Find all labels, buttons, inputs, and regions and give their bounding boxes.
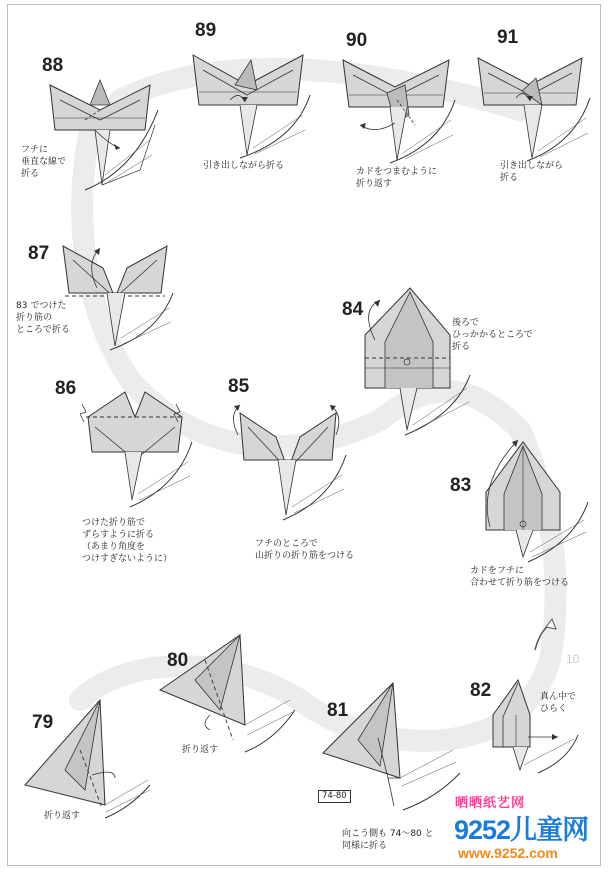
step-number: 81 — [327, 700, 349, 721]
step-86-caption: つけた折り筋で ずらすように折る （あまり角度を つけすぎないように） — [82, 518, 173, 564]
step-number: 80 — [167, 650, 189, 671]
watermark-url: www.9252.com — [458, 845, 558, 861]
step-91-caption: 引き出しながら 折る — [500, 161, 564, 183]
step-85-caption: フチのところで 山折りの折り筋をつける — [255, 539, 355, 561]
watermark-site-name: 晒晒纸艺网 — [455, 796, 526, 811]
step-80-diagram — [155, 630, 305, 755]
page-number: 10 — [566, 652, 580, 666]
step-90-caption: カドをつまむように 折り返す — [356, 167, 438, 189]
step-89-caption: 引き出しながら折る — [203, 161, 285, 171]
step-number: 83 — [450, 475, 472, 496]
next-step-arrow — [530, 615, 560, 655]
step-80-caption: 折り返す — [182, 745, 219, 755]
step-number: 91 — [497, 27, 519, 48]
step-number: 79 — [32, 712, 54, 733]
step-number: 84 — [342, 299, 364, 320]
step-number: 89 — [195, 20, 217, 41]
step-87-caption: 83 でつけた 折り筋の ところで折る — [16, 301, 70, 335]
step-83-caption: カドをフチに 合わせて折り筋をつける — [470, 566, 570, 588]
step-88-caption: フチに 垂直な線で 折る — [21, 145, 67, 179]
step-81-caption: 向こう側も 74～80 と 同様に折る — [342, 829, 434, 851]
step-number: 90 — [346, 30, 368, 51]
step-84-caption: 後ろで ひっかかるところで 折る — [452, 318, 533, 352]
step-84-diagram — [355, 280, 480, 440]
step-91-diagram — [472, 43, 602, 163]
step-number: 85 — [228, 376, 250, 397]
step-90-diagram — [335, 45, 470, 165]
step-number: 87 — [28, 243, 50, 264]
step-86-diagram — [80, 382, 205, 512]
step-82-caption: 真ん中で ひらく — [540, 692, 577, 714]
step-89-diagram — [185, 40, 325, 160]
step-number: 88 — [42, 55, 64, 76]
step-83-diagram — [478, 432, 598, 567]
step-79-diagram — [20, 690, 160, 820]
watermark-logo: 9252儿童网 — [454, 815, 589, 845]
step-85-diagram — [228, 395, 358, 525]
step-79-caption: 折り返す — [44, 811, 81, 821]
step-82-diagram — [488, 675, 588, 775]
step-87-diagram — [55, 238, 185, 353]
step-number: 82 — [470, 680, 492, 701]
step-81-reference-box: 74-80 — [318, 790, 351, 803]
step-number: 86 — [55, 378, 77, 399]
